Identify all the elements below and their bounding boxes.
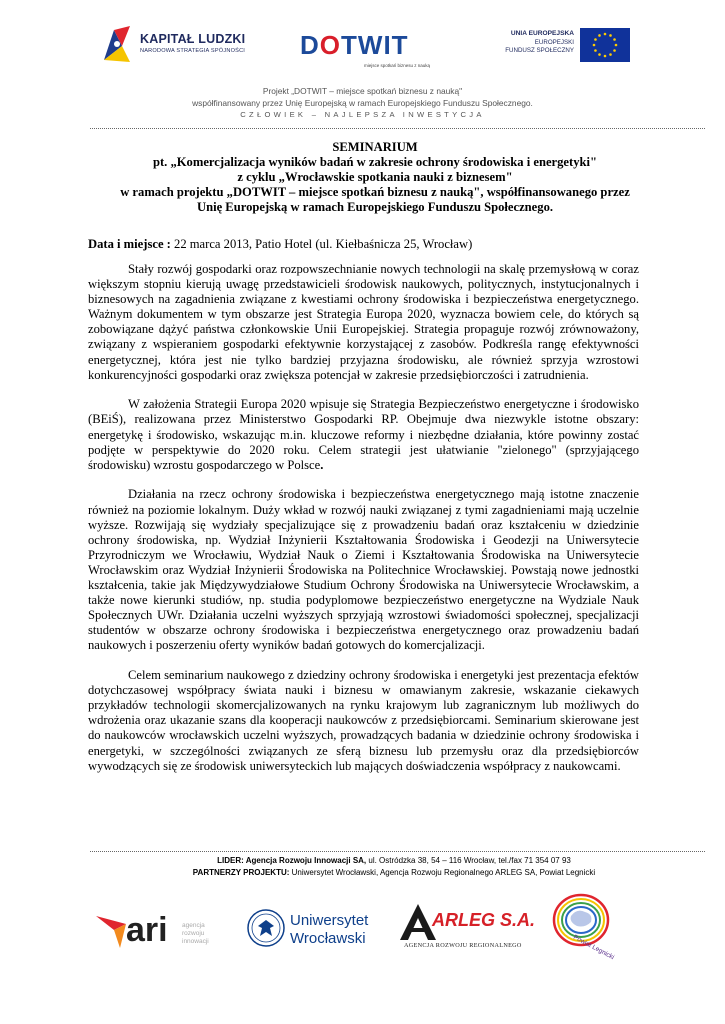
- paragraph-1: Stały rozwój gospodarki oraz rozpowszechnianie nowych technologii na skalę przemysłową w coraz większym stopniu kierują uwagę przedstawicieli środowisk naukowych, politycznych, instytucjonalnych i biznesowych na zagadnienia związane z kwestiami ochrony środowiska i bezpieczeństwa energetycznego. Ważnym dokumentem w tym obszarze jest Strategia Europa 2020, wyznacza bowiem cele, do których są zobowiązane dążyć państwa członkowskie Unii Europejskiej. Strategia propaguje rozwój zrównoważony, związany z wspieraniem gospodarki efektywnie korzystającej z zasobów. Podkreśla rangę efektywności energetycznej, która jest nie tylko bardziej przyjazna środowisku, ale również sprzyja wzrostowi konkurencyjności gospodarki oraz zwiększa potencjał w zakresie przedsiębiorczości i zatrudnienia.: [88, 262, 639, 382]
- arleg-subtitle: AGENCJA ROZWOJU REGIONALNEGO: [404, 942, 522, 949]
- kapital-ludzki-logo: [100, 24, 250, 64]
- footer: [88, 855, 700, 879]
- ue-star-icon: [598, 34, 601, 37]
- ari-logo: [96, 906, 226, 956]
- project-line3: CZŁOWIEK – NAJLEPSZA INWESTYCJA: [240, 110, 485, 119]
- ue-star-icon: [609, 53, 612, 56]
- title-line3: z cyklu „Wrocławskie spotkania nauki z biznesem": [237, 170, 513, 184]
- paragraph-2-text: W założenia Strategii Europa 2020 wpisuje się Strategia Bezpieczeństwo energetyczne i środowisko (BEiŚ), realizowana przez Ministerstwo Gospodarki RP. Obejmuje dwa niezwykle istotne obszary: energetykę i środowisko, wskazując m.in. kluczowe reformy i niezbędne działania, które powinny zostać podjęte w perspektywie do 2020 roku. Celem strategii jest ułatwianie "zielonego" (sprzyjającego środowisku) wzrostu gospodarczego w Polsce: [88, 397, 639, 472]
- ue-logo: [480, 26, 630, 68]
- partners-value: Uniwersytet Wrocławski, Agencja Rozwoju Regionalnego ARLEG SA, Powiat Legnicki: [289, 868, 596, 877]
- title-line4: w ramach projektu „DOTWIT – miejsce spotkań biznesu z nauką", współfinansowanego przez: [120, 185, 630, 199]
- dotwit-wordmark: DOTWIT: [300, 30, 409, 60]
- kapital-ludzki-emblem-icon: [100, 24, 134, 64]
- ari-sub-line1: agencja: [182, 922, 205, 929]
- kapital-ludzki-title: KAPITAŁ LUDZKI: [140, 32, 246, 46]
- arleg-logo: [396, 898, 536, 958]
- uwr-text: [290, 912, 368, 948]
- paragraph-4: Celem seminarium naukowego z dziedziny ochrony środowiska i energetyki jest prezentacja efektów dotychczasowej współpracy świata nauki i biznesu w omawianym zakresie, wskazanie ciekawych przykładów technologii skomercjalizowanych na rynku krajowym lub zagranicznym lub możliwych do wdrożenia oraz ukazanie szans dla kooperacji naukowców z przedsiębiorcami. Seminarium skierowane jest do naukowców wrocławskich uczelni wyższych, prowadzących badania w dziedzinie ochrony środowiska i energetyki, w szczególności związanych ze sferą biznesu lub przemysłu oraz dla przedsiębiorców wywodzących się ze środowisk uniwersyteckich lub mających doświadczenia współpracy z naukowcami.: [88, 668, 639, 773]
- paragraph-2: [88, 397, 639, 472]
- ari-sub-line2: rozwoju: [182, 930, 205, 937]
- project-header: [0, 85, 725, 121]
- ue-star-icon: [594, 49, 597, 52]
- project-line2: współfinansowany przez Unię Europejską w ramach Europejskiego Funduszu Społecznego.: [192, 98, 533, 108]
- leader-label: LIDER: Agencja Rozwoju Innowacji SA,: [217, 856, 367, 865]
- ue-star-icon: [613, 38, 616, 41]
- ue-star-icon: [609, 34, 612, 37]
- seminar-title: [80, 140, 670, 215]
- uwr-eagle-seal-icon: [246, 908, 286, 948]
- dotwit-tagline: miejsce spotkań biznesu z nauką: [364, 63, 431, 68]
- ue-flag-icon: [580, 28, 630, 62]
- dotwit-red-letter: O: [319, 30, 342, 60]
- powiat-legnicki-logo: [551, 892, 616, 962]
- powiat-legnicki-text: Powiat Legnicki: [572, 933, 616, 962]
- ari-wordmark: ari: [126, 911, 168, 949]
- ue-text: [505, 30, 574, 56]
- ue-star-icon: [594, 38, 597, 41]
- uwr-line2: Wrocławski: [290, 930, 366, 947]
- uwr-line1: Uniwersytet: [290, 912, 369, 929]
- footer-leader: [88, 855, 700, 867]
- header-logos: [0, 20, 725, 80]
- date-value: 22 marca 2013, Patio Hotel (ul. Kiełbaśnicza 25, Wrocław): [170, 237, 473, 251]
- ue-star-icon: [613, 49, 616, 52]
- document-body: [88, 262, 639, 788]
- ue-line1: UNIA EUROPEJSKA: [510, 30, 574, 37]
- ue-star-icon: [615, 44, 618, 47]
- ue-star-icon: [593, 44, 596, 47]
- title-line2: pt. „Komercjalizacja wyników badań w zakresie ochrony środowiska i energetyki": [152, 155, 598, 169]
- footer-divider: [90, 851, 705, 852]
- date-and-place: [88, 237, 472, 252]
- arleg-wordmark: ARLEG S.A.: [432, 910, 536, 930]
- leader-value: ul. Ostródzka 38, 54 – 116 Wrocław, tel./fax 71 354 07 93: [366, 856, 571, 865]
- title-line1: SEMINARIUM: [332, 140, 418, 154]
- ue-line2: EUROPEJSKI: [534, 38, 574, 46]
- ari-subtitle: [182, 922, 209, 946]
- project-line1: Projekt „DOTWIT – miejsce spotkań biznesu z nauką": [262, 86, 463, 96]
- ue-line3: FUNDUSZ SPOŁECZNY: [505, 47, 574, 54]
- header-divider: [90, 128, 705, 129]
- ue-star-icon: [604, 33, 607, 36]
- paragraph-2-end: .: [320, 457, 324, 472]
- paragraph-3: Działania na rzecz ochrony środowiska i bezpieczeństwa energetycznego mają istotne znaczenie również na poziomie lokalnym. Duży wkład w rozwój nauki związanej z tymi zagadnieniami mają uczelnie wyższe. Rozwijają się wydziały specjalizujące się z prowadzeniu badań oraz kształceniu w dziedzinie ochrony środowiska, np. Wydział Inżynierii Kształtowania Środowiska i Geodezji na Uniwersytecie Przyrodniczym we Wrocławiu, Wydział Nauk o Ziemi i Kształtowania Środowiska na Uniwersytecie Wrocławskim oraz Wydział Inżynierii Środowiska na Politechnice Wrocławskiej. Powstają nowe jednostki kształcenia, takie jak Międzywydziałowe Studium Ochrony Środowiska na Uniwersytecie Wrocławskim, a także nowe kierunki studiów, np. studia podyplomowe bezpieczeństwo energetyczne na Wydziale Nauk Społecznych UWr. Działania uczelni wyższych sprzyjają wzrostowi świadomości społecznej, specjalizacji studentów w obszarze ochrony środowiska i bezpieczeństwa energetycznego oraz prowadzeniu badań naukowych i poszerzeniu oferty wyników badań gotowych do komercjalizacji.: [88, 487, 639, 653]
- title-line5: Unię Europejską w ramach Europejskiego Funduszu Społecznego.: [196, 200, 554, 214]
- date-label: Data i miejsce :: [88, 237, 171, 251]
- ue-star-icon: [604, 55, 607, 58]
- footer-partners: [88, 867, 700, 879]
- ari-sub-line3: innowacji: [182, 938, 209, 945]
- partner-logos: [0, 890, 725, 970]
- uwr-logo: [246, 908, 371, 952]
- partners-label: PARTNERZY PROJEKTU:: [192, 868, 290, 877]
- ue-star-icon: [598, 53, 601, 56]
- dotwit-logo: [300, 30, 431, 72]
- kapital-ludzki-subtitle: NARODOWA STRATEGIA SPÓJNOŚCI: [140, 48, 246, 54]
